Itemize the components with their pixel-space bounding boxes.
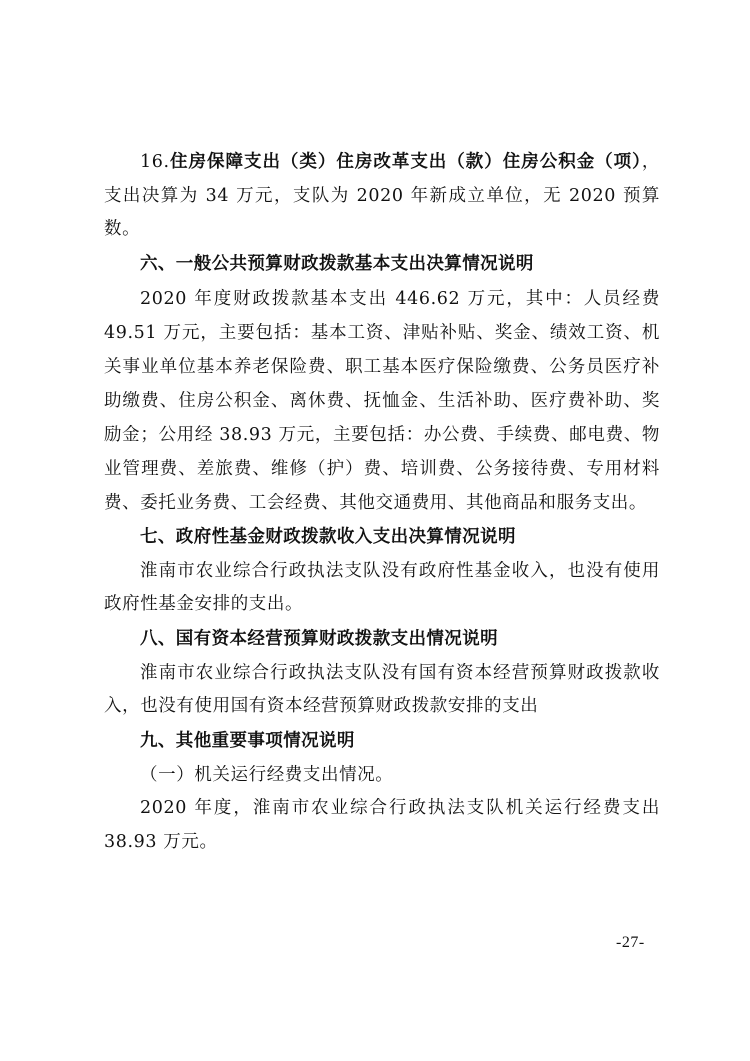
section-9-sub-body: 2020 年度，淮南市农业综合行政执法支队机关运行经费支出 38.93 万元。 — [104, 798, 660, 852]
section-8-body: 淮南市农业综合行政执法支队没有国有资本经营预算财政拨款收入，也没有使用国有资本经营预算财政拨款安排的支出 — [104, 662, 660, 716]
item-16-paragraph — [104, 146, 660, 247]
section-7-body: 淮南市农业综合行政执法支队没有政府性基金收入，也没有使用政府性基金安排的支出。 — [104, 560, 660, 614]
item-16-number: 16. — [140, 152, 170, 172]
section-8-heading: 八、国有资本经营预算财政拨款支出情况说明 — [140, 628, 498, 649]
section-6-body: 2020 年度财政拨款基本支出 446.62 万元，其中：人员经费 49.51 万元，主要包括：基本工资、津贴补贴、奖金、绩效工资、机关事业单位基本养老保险费、职工基本医疗保险缴费、公务员医疗补助缴费、住房公积金、离休费、抚恤金、生活补助、医疗费补助、奖励金；公用经 38.93 万元，主要包括：办公费、手续费、邮电费、物业管理费、差旅费、维修（护）费、培训费、公务接待费、专用材料费、委托业务费、工会经费、其他交通费用、其他商品和服务支出。 — [104, 288, 660, 513]
section-9-heading: 九、其他重要事项情况说明 — [140, 730, 355, 751]
document-body — [104, 146, 660, 859]
page-number: -27- — [616, 934, 645, 951]
item-16-body: ，支出决算为 34 万元，支队为 2020 年新成立单位，无 2020 预算数。 — [104, 152, 660, 239]
item-16-title: 住房保障支出（类）住房改革支出（款）住房公积金（项） — [169, 152, 642, 172]
section-7-heading: 七、政府性基金财政拨款收入支出决算情况说明 — [140, 526, 516, 547]
section-9-subheading: （一）机关运行经费支出情况。 — [140, 764, 394, 785]
section-6-heading: 六、一般公共预算财政拨款基本支出决算情况说明 — [140, 253, 534, 274]
